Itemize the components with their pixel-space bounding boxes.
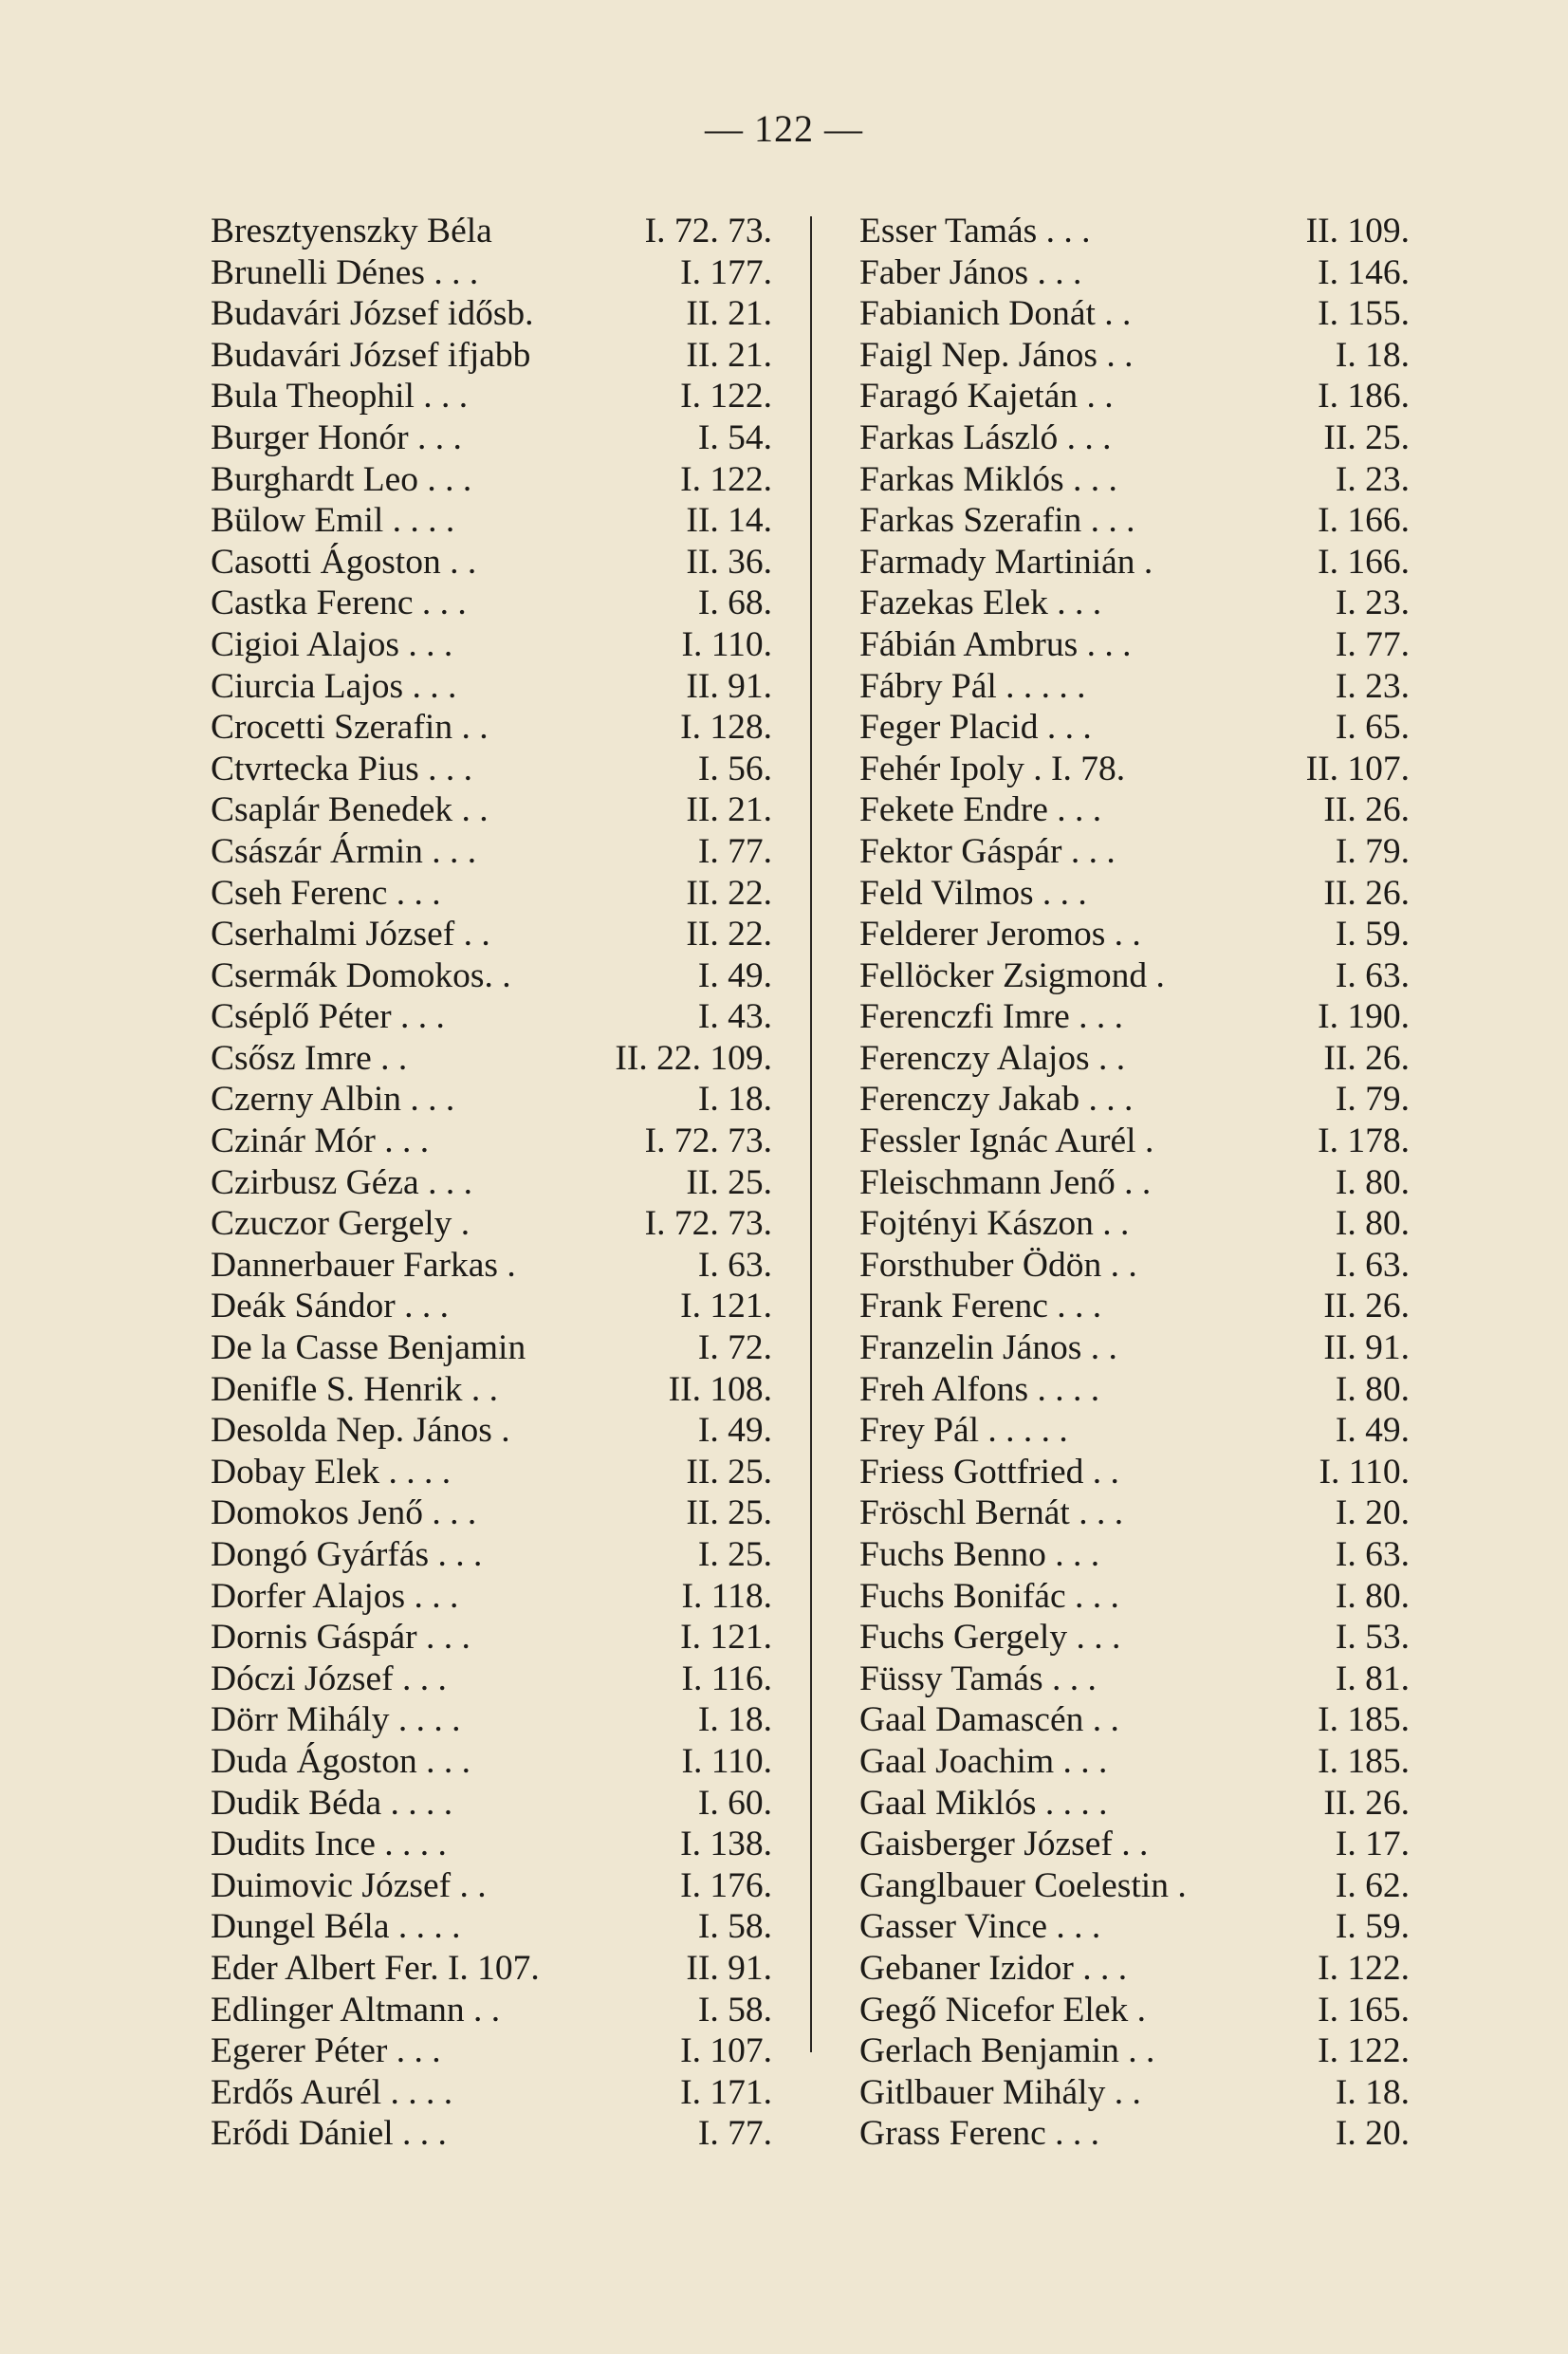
index-entry <box>859 1617 1410 1659</box>
entry-reference: I. 79. <box>1335 1080 1410 1120</box>
entry-reference: I. 63. <box>697 1245 772 1285</box>
index-entry <box>859 1741 1410 1783</box>
entry-name: Dorfer Alajos . . . <box>211 1576 459 1616</box>
entry-reference: II. 36. <box>686 542 772 582</box>
entry-name: Fábián Ambrus . . . <box>859 624 1132 664</box>
index-entry <box>859 1576 1410 1618</box>
index-entry <box>211 2113 772 2155</box>
entry-reference: I. 177. <box>680 252 772 292</box>
entry-reference: II. 107. <box>1305 749 1410 788</box>
index-entry <box>859 914 1410 955</box>
index-entry <box>859 789 1410 831</box>
index-entry <box>859 542 1410 584</box>
entry-reference: I. 65. <box>1335 708 1410 748</box>
entry-reference: I. 166. <box>1318 501 1410 541</box>
index-entry <box>859 211 1410 252</box>
entry-reference: I. 186. <box>1318 377 1410 417</box>
entry-reference: I. 72. 73. <box>644 1121 772 1161</box>
entry-reference: I. 77. <box>697 2114 772 2154</box>
entry-name: Grass Ferenc . . . <box>859 2114 1100 2154</box>
index-entry <box>211 252 772 294</box>
entry-name: Dannerbauer Farkas . <box>211 1245 516 1285</box>
entry-reference: II. 91. <box>686 1948 772 1988</box>
entry-name: Czirbusz Géza . . . <box>211 1162 472 1202</box>
entry-name: Gegő Nicefor Elek . <box>859 1990 1146 2030</box>
index-entry <box>859 1203 1410 1245</box>
index-entry <box>211 335 772 377</box>
entry-name: Brunelli Dénes . . . <box>211 252 479 292</box>
index-entry <box>859 749 1410 790</box>
entry-name: Fleischmann Jenő . . <box>859 1162 1152 1202</box>
entry-reference: II. 25. <box>686 1162 772 1202</box>
index-entry <box>211 666 772 708</box>
index-entry <box>211 1038 772 1080</box>
entry-name: Feger Placid . . . <box>859 708 1092 748</box>
entry-name: Burghardt Leo . . . <box>211 459 472 499</box>
entry-reference: I. 122. <box>680 377 772 417</box>
index-entry <box>211 1699 772 1741</box>
index-entry <box>211 873 772 915</box>
index-entry <box>859 2072 1410 2114</box>
entry-reference: I. 121. <box>680 1618 772 1658</box>
entry-reference: I. 80. <box>1335 1204 1410 1244</box>
index-entry <box>859 2113 1410 2155</box>
index-entry <box>859 1659 1410 1700</box>
entry-reference: II. 22. <box>686 915 772 955</box>
entry-reference: I. 110. <box>681 624 772 664</box>
entry-reference: I. 72. 73. <box>644 212 772 250</box>
entry-name: Casotti Ágoston . . <box>211 542 477 582</box>
entry-name: Gerlach Benjamin . . <box>859 2031 1155 2071</box>
index-entry <box>859 1492 1410 1534</box>
entry-reference: I. 18. <box>1335 2072 1410 2112</box>
entry-reference: I. 77. <box>1335 624 1410 664</box>
entry-reference: I. 49. <box>697 1411 772 1451</box>
index-entry <box>859 1906 1410 1948</box>
entry-name: Ferenczfi Imre . . . <box>859 997 1123 1037</box>
entry-reference: I. 80. <box>1335 1369 1410 1409</box>
index-entry <box>211 1534 772 1576</box>
entry-reference: I. 59. <box>1335 915 1410 955</box>
entry-name: Gaisberger József . . <box>859 1825 1149 1864</box>
entry-reference: I. 80. <box>1335 1576 1410 1616</box>
index-entry <box>211 417 772 459</box>
index-entry <box>211 1452 772 1493</box>
entry-reference: II. 26. <box>1323 790 1410 830</box>
entry-name: Edlinger Altmann . . <box>211 1990 501 2030</box>
entry-name: Fröschl Bernát . . . <box>859 1493 1124 1533</box>
entry-reference: I. 63. <box>1335 955 1410 995</box>
entry-name: Franzelin János . . <box>859 1328 1117 1368</box>
entry-reference: I. 60. <box>697 1783 772 1823</box>
entry-reference: I. 43. <box>697 997 772 1037</box>
index-entry <box>211 459 772 501</box>
index-entry <box>211 1659 772 1700</box>
entry-reference: I. 72. <box>697 1328 772 1368</box>
entry-reference: I. 185. <box>1318 1700 1410 1740</box>
entry-name: Freh Alfons . . . . <box>859 1369 1100 1409</box>
column-divider <box>810 216 812 2052</box>
index-entry <box>859 376 1410 417</box>
entry-name: Crocetti Szerafin . . <box>211 708 489 748</box>
index-entry <box>211 1369 772 1411</box>
entry-name: Dornis Gáspár . . . <box>211 1618 470 1658</box>
entry-reference: I. 146. <box>1318 252 1410 292</box>
index-entry <box>859 1286 1410 1327</box>
entry-name: Fuchs Bonifác . . . <box>859 1576 1119 1616</box>
entry-reference: I. 72. 73. <box>644 1204 772 1244</box>
entry-name: Ciurcia Lajos . . . <box>211 666 457 706</box>
entry-reference: I. 17. <box>1335 1825 1410 1864</box>
index-entry <box>859 873 1410 915</box>
entry-name: Desolda Nep. János . <box>211 1411 510 1451</box>
index-entry <box>859 1410 1410 1452</box>
index-entry <box>859 417 1410 459</box>
entry-name: Feld Vilmos . . . <box>859 873 1087 913</box>
entry-reference: I. 25. <box>697 1535 772 1574</box>
index-entry <box>211 1783 772 1825</box>
index-entry <box>859 955 1410 997</box>
index-entry <box>211 1990 772 2031</box>
entry-name: Gebaner Izidor . . . <box>859 1948 1128 1988</box>
entry-reference: I. 176. <box>680 1865 772 1905</box>
entry-reference: I. 59. <box>1335 1907 1410 1947</box>
index-entry <box>211 1576 772 1618</box>
entry-reference: I. 23. <box>1335 459 1410 499</box>
entry-name: De la Casse Benjamin <box>211 1328 526 1368</box>
entry-name: Forsthuber Ödön . . <box>859 1245 1137 1285</box>
index-entry <box>211 1203 772 1245</box>
entry-reference: II. 108. <box>668 1369 772 1409</box>
index-entry <box>859 1079 1410 1121</box>
entry-name: Deák Sándor . . . <box>211 1287 449 1326</box>
entry-name: Faigl Nep. János . . <box>859 335 1134 375</box>
entry-reference: I. 79. <box>1335 831 1410 871</box>
entry-reference: I. 121. <box>680 1287 772 1326</box>
entry-reference: I. 49. <box>1335 1411 1410 1451</box>
entry-reference: II. 14. <box>686 501 772 541</box>
index-entry <box>211 1948 772 1990</box>
index-entry <box>211 707 772 749</box>
index-entry <box>859 1990 1410 2031</box>
entry-reference: II. 21. <box>686 335 772 375</box>
index-entry <box>211 1079 772 1121</box>
index-entry <box>859 1948 1410 1990</box>
entry-reference: I. 178. <box>1318 1121 1410 1161</box>
entry-name: Bula Theophil . . . <box>211 377 469 417</box>
entry-name: Füssy Tamás . . . <box>859 1659 1097 1698</box>
entry-name: Friess Gottfried . . <box>859 1452 1119 1492</box>
index-entry <box>859 1534 1410 1576</box>
entry-name: Fektor Gáspár . . . <box>859 831 1116 871</box>
index-entry <box>859 1038 1410 1080</box>
entry-name: Dongó Gyárfás . . . <box>211 1535 483 1574</box>
index-entry <box>211 376 772 417</box>
index-entry <box>211 293 772 335</box>
entry-name: Farkas Miklós . . . <box>859 459 1117 499</box>
index-entry <box>859 1824 1410 1865</box>
entry-reference: I. 190. <box>1318 997 1410 1037</box>
index-entry <box>211 1327 772 1369</box>
entry-reference: I. 58. <box>697 1990 772 2030</box>
entry-name: Erődi Dániel . . . <box>211 2114 447 2154</box>
entry-name: Császár Ármin . . . <box>211 831 477 871</box>
entry-name: Fabianich Donát . . <box>859 294 1132 334</box>
entry-name: Duimovic József . . <box>211 1865 487 1905</box>
entry-reference: I. 155. <box>1318 294 1410 334</box>
entry-name: Cserhalmi József . . <box>211 915 490 955</box>
entry-reference: II. 26. <box>1323 873 1410 913</box>
entry-reference: I. 118. <box>681 1576 772 1616</box>
entry-reference: I. 62. <box>1335 1865 1410 1905</box>
index-entry <box>211 1162 772 1204</box>
index-entry <box>211 1286 772 1327</box>
entry-reference: I. 53. <box>1335 1618 1410 1658</box>
index-entry <box>211 831 772 873</box>
entry-name: Gitlbauer Mihály . . <box>859 2072 1141 2112</box>
index-entry <box>211 542 772 584</box>
entry-reference: I. 122. <box>1318 2031 1410 2071</box>
entry-name: Felderer Jeromos . . <box>859 915 1141 955</box>
entry-reference: I. 54. <box>697 417 772 457</box>
index-entry <box>211 1906 772 1948</box>
entry-reference: I. 18. <box>697 1080 772 1120</box>
entry-reference: I. 68. <box>697 584 772 623</box>
entry-name: Fellöcker Zsigmond . <box>859 955 1165 995</box>
entry-reference: I. 110. <box>681 1741 772 1781</box>
entry-name: Burger Honór . . . <box>211 417 462 457</box>
entry-name: Gasser Vince . . . <box>859 1907 1101 1947</box>
entry-name: Gaal Damascén . . <box>859 1700 1119 1740</box>
index-entry <box>859 335 1410 377</box>
entry-reference: II. 26. <box>1323 1783 1410 1823</box>
entry-reference: I. 80. <box>1335 1162 1410 1202</box>
entry-name: Budavári József idősb. <box>211 294 534 334</box>
index-entry <box>859 666 1410 708</box>
index-entry <box>859 500 1410 542</box>
page-number: — 122 — <box>705 107 863 150</box>
entry-name: Castka Ferenc . . . <box>211 584 467 623</box>
entry-name: Gaal Miklós . . . . <box>859 1783 1108 1823</box>
index-entry <box>859 996 1410 1038</box>
entry-name: Bresztyenszky Béla <box>211 212 492 250</box>
entry-name: Fessler Ignác Aurél . <box>859 1121 1154 1161</box>
index-entry <box>859 1245 1410 1287</box>
entry-name: Farmady Martinián . <box>859 542 1153 582</box>
index-entry <box>211 1865 772 1907</box>
entry-reference: I. 77. <box>697 831 772 871</box>
index-entry <box>211 583 772 624</box>
entry-name: Faragó Kajetán . . <box>859 377 1114 417</box>
entry-name: Domokos Jenő . . . <box>211 1493 477 1533</box>
entry-reference: I. 49. <box>697 955 772 995</box>
entry-name: Farkas Szerafin . . . <box>859 501 1135 541</box>
entry-name: Cséplő Péter . . . <box>211 997 445 1037</box>
index-entry <box>211 1121 772 1162</box>
entry-name: Bülow Emil . . . . <box>211 501 455 541</box>
index-entry <box>211 2030 772 2072</box>
entry-name: Dudik Béda . . . . <box>211 1783 453 1823</box>
entry-name: Egerer Péter . . . <box>211 2031 441 2071</box>
index-entry <box>211 1824 772 1865</box>
index-entry <box>211 1245 772 1287</box>
entry-reference: I. 56. <box>697 749 772 788</box>
entry-name: Fábry Pál . . . . . <box>859 666 1086 706</box>
entry-name: Frey Pál . . . . . <box>859 1411 1068 1451</box>
entry-reference: I. 63. <box>1335 1535 1410 1574</box>
entry-reference: I. 18. <box>1335 335 1410 375</box>
entry-reference: II. 22. 109. <box>615 1038 772 1078</box>
entry-reference: I. 23. <box>1335 584 1410 623</box>
entry-reference: I. 20. <box>1335 2114 1410 2154</box>
entry-name: Denifle S. Henrik . . <box>211 1369 499 1409</box>
entry-name: Budavári József ifjabb <box>211 335 531 375</box>
entry-reference: II. 91. <box>686 666 772 706</box>
entry-reference: I. 18. <box>697 1700 772 1740</box>
entry-reference: I. 116. <box>681 1659 772 1698</box>
index-entry <box>859 1162 1410 1204</box>
index-entry <box>859 1327 1410 1369</box>
entry-name: Fuchs Gergely . . . <box>859 1618 1121 1658</box>
index-entry <box>859 1865 1410 1907</box>
index-entry <box>859 1452 1410 1493</box>
entry-name: Erdős Aurél . . . . <box>211 2072 453 2112</box>
entry-reference: II. 25. <box>1323 417 1410 457</box>
entry-reference: II. 25. <box>686 1452 772 1492</box>
entry-reference: I. 166. <box>1318 542 1410 582</box>
entry-name: Fehér Ipoly . I. 78. <box>859 749 1126 788</box>
entry-name: Fekete Endre . . . <box>859 790 1102 830</box>
entry-reference: I. 63. <box>1335 1245 1410 1285</box>
entry-reference: I. 165. <box>1318 1990 1410 2030</box>
entry-name: Fuchs Benno . . . <box>859 1535 1100 1574</box>
entry-name: Dobay Elek . . . . <box>211 1452 452 1492</box>
entry-name: Dungel Béla . . . . <box>211 1907 461 1947</box>
entry-name: Czinár Mór . . . <box>211 1121 430 1161</box>
entry-name: Cigioi Alajos . . . <box>211 624 453 664</box>
index-entry <box>211 955 772 997</box>
entry-reference: I. 20. <box>1335 1493 1410 1533</box>
entry-name: Frank Ferenc . . . <box>859 1287 1102 1326</box>
entry-name: Eder Albert Fer. I. 107. <box>211 1948 540 1988</box>
entry-reference: I. 138. <box>680 1825 772 1864</box>
index-column-left <box>211 211 772 2155</box>
entry-reference: II. 21. <box>686 294 772 334</box>
entry-name: Cseh Ferenc . . . <box>211 873 441 913</box>
entry-reference: II. 109. <box>1305 212 1410 250</box>
index-entry <box>859 1699 1410 1741</box>
index-entry <box>211 789 772 831</box>
entry-name: Ganglbauer Coelestin . <box>859 1865 1187 1905</box>
entry-name: Fojtényi Kászon . . <box>859 1204 1130 1244</box>
index-entry <box>859 583 1410 624</box>
index-entry <box>211 211 772 252</box>
entry-name: Czerny Albin . . . <box>211 1080 455 1120</box>
entry-name: Czuczor Gergely . <box>211 1204 470 1244</box>
index-entry <box>859 1783 1410 1825</box>
index-entry <box>859 1121 1410 1162</box>
entry-name: Esser Tamás . . . <box>859 212 1091 250</box>
entry-reference: I. 81. <box>1335 1659 1410 1698</box>
entry-reference: II. 22. <box>686 873 772 913</box>
entry-name: Csősz Imre . . <box>211 1038 408 1078</box>
entry-name: Ferenczy Alajos . . <box>859 1038 1126 1078</box>
entry-name: Faber János . . . <box>859 252 1082 292</box>
entry-reference: I. 185. <box>1318 1741 1410 1781</box>
index-entry <box>859 707 1410 749</box>
entry-reference: II. 26. <box>1323 1287 1410 1326</box>
entry-name: Duda Ágoston . . . <box>211 1741 470 1781</box>
entry-reference: I. 128. <box>680 708 772 748</box>
entry-name: Ctvrtecka Pius . . . <box>211 749 473 788</box>
index-entry <box>859 831 1410 873</box>
index-entry <box>211 1741 772 1783</box>
entry-name: Dudits Ince . . . . <box>211 1825 447 1864</box>
entry-reference: II. 91. <box>1323 1328 1410 1368</box>
entry-name: Ferenczy Jakab . . . <box>859 1080 1134 1120</box>
entry-reference: I. 58. <box>697 1907 772 1947</box>
index-entry <box>211 749 772 790</box>
index-entry <box>211 1492 772 1534</box>
entry-reference: II. 26. <box>1323 1038 1410 1078</box>
index-entry <box>211 2072 772 2114</box>
entry-name: Csaplár Benedek . . <box>211 790 489 830</box>
entry-name: Gaal Joachim . . . <box>859 1741 1108 1781</box>
entry-reference: I. 171. <box>680 2072 772 2112</box>
entry-name: Dóczi József . . . <box>211 1659 447 1698</box>
entry-reference: II. 25. <box>686 1493 772 1533</box>
entry-name: Fazekas Elek . . . <box>859 584 1102 623</box>
index-column-right <box>859 211 1410 2155</box>
index-entry <box>859 459 1410 501</box>
index-entry <box>211 1617 772 1659</box>
entry-reference: I. 122. <box>1318 1948 1410 1988</box>
index-entry <box>211 1410 772 1452</box>
index-entry <box>859 293 1410 335</box>
index-entry <box>859 1369 1410 1411</box>
entry-reference: I. 23. <box>1335 666 1410 706</box>
index-entry <box>859 2030 1410 2072</box>
index-entry <box>211 500 772 542</box>
entry-reference: I. 122. <box>680 459 772 499</box>
entry-reference: II. 21. <box>686 790 772 830</box>
entry-name: Dörr Mihály . . . . <box>211 1700 461 1740</box>
entry-name: Csermák Domokos. . <box>211 955 511 995</box>
index-entry <box>859 624 1410 666</box>
index-entry <box>211 624 772 666</box>
index-entry <box>211 996 772 1038</box>
entry-reference: I. 110. <box>1319 1452 1410 1492</box>
index-entry <box>211 914 772 955</box>
index-entry <box>859 252 1410 294</box>
entry-name: Farkas László . . . <box>859 417 1112 457</box>
entry-reference: I. 107. <box>680 2031 772 2071</box>
